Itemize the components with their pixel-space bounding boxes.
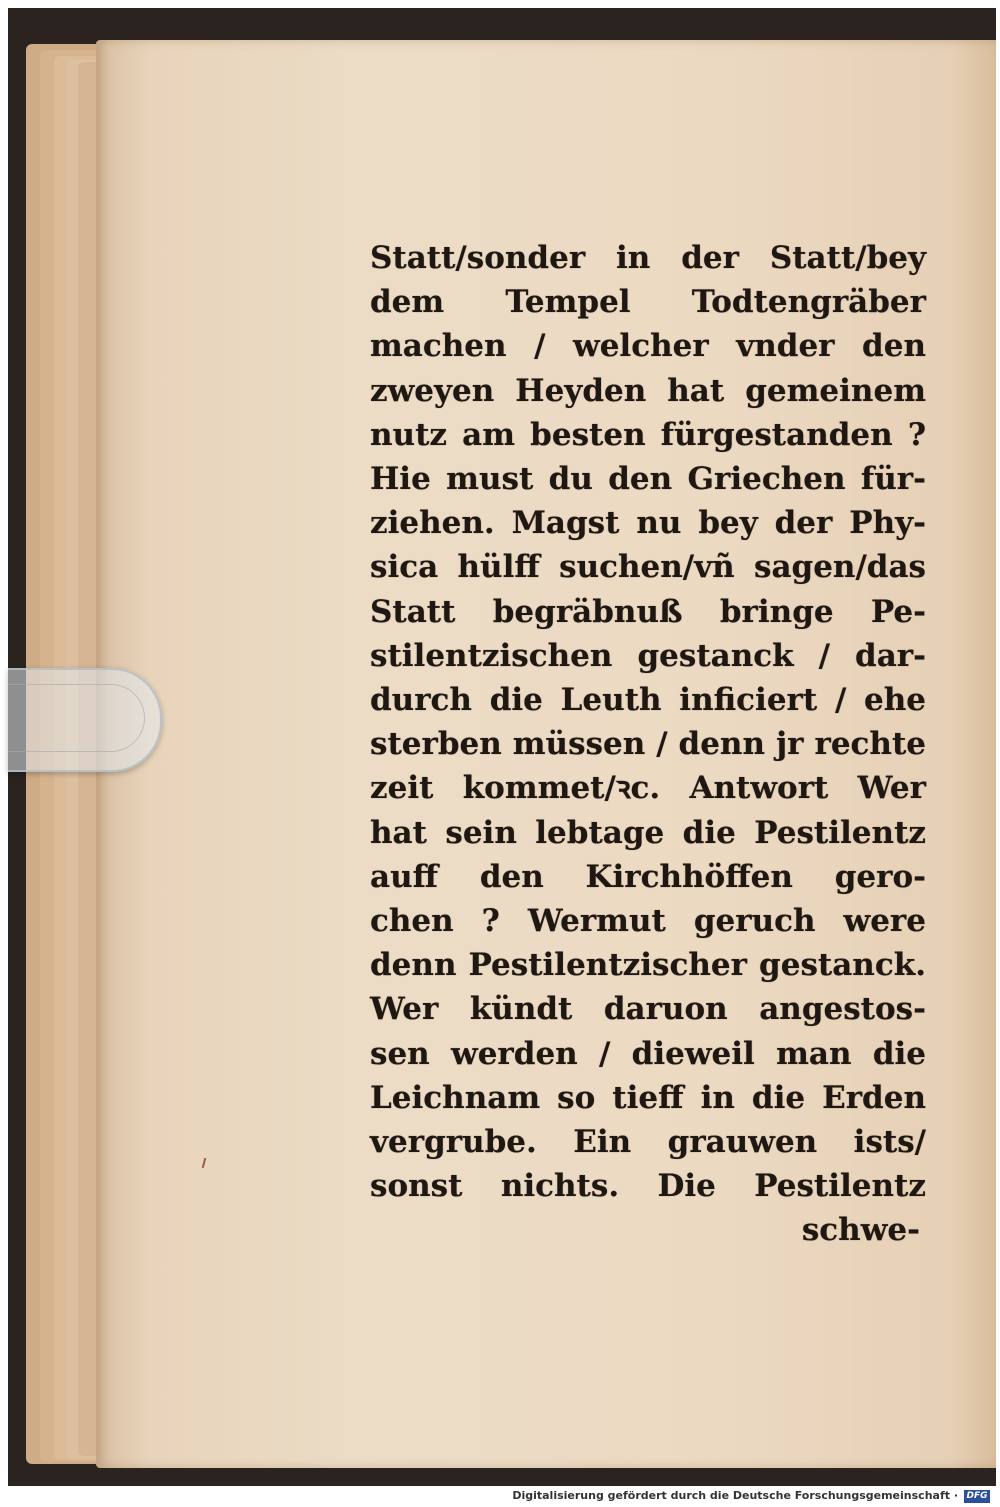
text-line: dem Tempel Todtengräber [370,284,926,321]
text-line: machen / welcher vnder den [370,328,926,365]
scanner-clip-inner [8,684,145,752]
text-line: ziehen. Magst nu bey der Phy- [370,505,926,542]
text-line: zweyen Heyden hat gemeinem [370,372,926,409]
text-line: auff den Kirchhöffen gero- [370,858,926,895]
funding-credit: Digitalisierung gefördert durch die Deutsche Forschungsgemeinschaft · [512,1489,958,1502]
text-line: durch die Leuth inficiert / ehe [370,682,926,719]
text-line: sterben müssen / denn jr rechte [370,726,926,763]
text-line: denn Pestilentzischer gestanck. [370,947,926,984]
text-line: zeit kommet/ꝛc. Antwort Wer [370,770,926,807]
catchword: schwe- [801,1212,920,1249]
text-line: sica hülff suchen/vñ sagen/das [370,549,926,586]
text-line: Leichnam so tieff in die Erden [370,1079,926,1116]
text-line: chen ? Wermut geruch were [370,903,926,940]
text-line: nutz am besten fürgestanden ? [370,416,926,453]
text-line: Wer kündt daruon angestos- [370,991,926,1028]
footer-bar [8,1486,996,1507]
text-line: sen werden / dieweil man die [370,1035,926,1072]
text-line: hat sein lebtage die Pestilentz [370,814,926,851]
text-line: vergrube. Ein grauwen ists/ [370,1124,926,1161]
text-block [370,236,926,1253]
text-line: Hie must du den Griechen für- [370,461,926,498]
text-line: sonst nichts. Die Pestilentz [370,1168,926,1205]
dfg-logo-icon: DFG [964,1490,990,1503]
text-line: stilentzischen gestanck / dar- [370,637,926,674]
text-line: Statt begräbnuß bringe Pe- [370,593,926,630]
text-line: Statt/sonder in der Statt/bey [370,240,926,276]
